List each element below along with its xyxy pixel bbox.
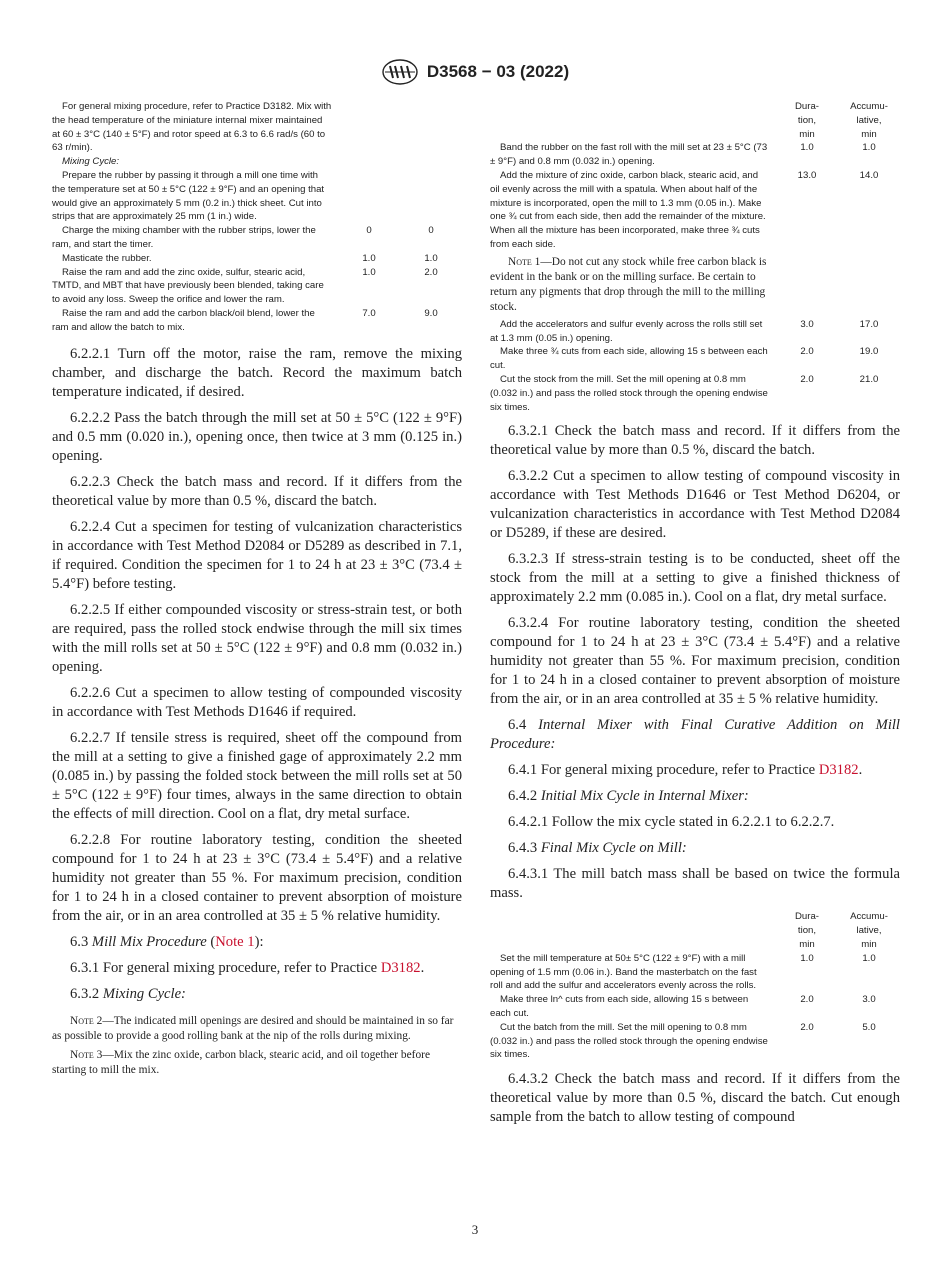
page-number: 3 xyxy=(471,1222,479,1237)
note-2: Note 2—The indicated mill openings are desired and should be maintained in so far as possible to provide a good rolling bank at the nip of the rolls during mixing. xyxy=(52,1014,454,1042)
table-row xyxy=(490,318,900,346)
table-cell-cum: 3.0 xyxy=(862,994,876,1006)
section-heading xyxy=(490,787,900,806)
left-column xyxy=(52,100,462,1082)
table-cell-dur: 2.0 xyxy=(800,1021,814,1033)
table-row xyxy=(52,169,462,224)
paragraph: 6.3.2.1 Check the batch mass and record. If it differs from the theoretical value by more than 0.5 %, discard the batch. xyxy=(490,423,900,459)
body-text-left xyxy=(52,345,462,1004)
table-cell-desc: Charge the mixing chamber with the rubber strips, lower the ram, and start the timer. xyxy=(52,225,316,250)
paragraph: 6.2.2.6 Cut a specimen to allow testing of compounded viscosity in accordance with Test Methods D1646 if required. xyxy=(52,684,462,720)
table-header-row xyxy=(490,100,900,141)
table-cell-cum: 5.0 xyxy=(862,1021,876,1033)
table-cell-dur: 3.0 xyxy=(800,318,814,330)
section-title: Mill Mix Procedure xyxy=(91,933,207,950)
table-row xyxy=(490,345,900,373)
paragraph: 6.3.2.4 For routine laboratory testing, condition the sheeted compound for 1 to 24 h at 23 ± 3°C (73.4 ± 5.4°F) and a relative humidity not greater than 55 %. For maximum precision, condition for 1 to 24 h in a closed container to prevent absorption of moisture from the air, or in an area controlled at 35 ± 5 % relative humidity. xyxy=(490,615,900,708)
table-cell-desc: Make three ln^ cuts from each side, allowing 15 s between each cut. xyxy=(490,994,749,1019)
table-row xyxy=(52,155,462,169)
header-duration: Dura- tion, min xyxy=(795,101,819,140)
d3182-link[interactable]: D3182 xyxy=(380,959,421,976)
d3182-link[interactable]: D3182 xyxy=(818,762,859,779)
final-mill-table xyxy=(490,910,900,1062)
table-cell-desc: Set the mill temperature at 50± 5°C (122 ± 9°F) with a mill opening of 1.5 mm (0.06 in.). Band the masterbatch on the fast roll and add the sulfur and accelerators evenly across the rolls. xyxy=(490,952,757,992)
table-row xyxy=(490,373,900,414)
document-id: D3568 − 03 (2022) xyxy=(426,62,570,81)
paragraph: 6.3.2.3 If stress-strain testing is to be conducted, sheet off the stock from the mill at a setting to give a finished thickness of approximately 2.2 mm (0.085 in.). Cool on a flat, dry metal surface. xyxy=(490,551,900,606)
table-cell-dur: 1.0 xyxy=(800,952,814,964)
section-heading xyxy=(490,716,900,754)
header-duration: Dura- tion, min xyxy=(795,911,819,950)
table-cell-dur xyxy=(338,100,400,155)
note-3: Note 3—Mix the zinc oxide, carbon black, stearic acid, and oil together before starting to mill the mix. xyxy=(52,1048,430,1076)
table-cell-desc: Cut the stock from the mill. Set the mill opening at 0.8 mm (0.032 in.) and pass the rolled stock through the opening endwise six times. xyxy=(490,373,768,413)
header-cumulative: Accumu- lative, min xyxy=(850,911,888,950)
section-title: Final Mix Cycle on Mill: xyxy=(540,840,687,857)
section-title: Mixing Cycle: xyxy=(102,985,186,1002)
table-cell-desc: For general mixing procedure, refer to Practice D3182. Mix with the head temperature of the miniature internal mixer maintained at 60 ± 3°C (140 ± 5°F) and rotor speed at 6.3 to 6.6 rad/s (60 to 63 r/min). xyxy=(52,101,332,154)
internal-mixer-table xyxy=(52,100,462,335)
table-note-row xyxy=(490,252,900,318)
table-cell-desc: Add the mixture of zinc oxide, carbon black, stearic acid, and oil evenly across the mill with a spatula. When about half of the mixture is incorporated, open the mill to 1.3 mm (0.05 in.). Make one ¾ cut from each side, then add the remainder of the mixture. When all the mixture has been incorporated, make three ¾ cuts from each side. xyxy=(490,169,766,250)
table-row xyxy=(490,1021,900,1062)
table-cell-desc: Band the rubber on the fast roll with the mill set at 23 ± 5°C (73 ± 9°F) and 0.8 mm (0.032 in.) opening. xyxy=(490,142,768,168)
header-cumulative: Accumu- lative, min xyxy=(850,101,888,140)
paragraph: 6.2.2.7 If tensile stress is required, sheet off the compound from the mill at a setting to give a finished gage of approximately 2.2 mm (0.085 in.) by passing the folded stock between the mill rolls set at 50 ± 5°C (122 ± 9°F) four times, always in the same direction to obtain the effects of mill direction. Cool on a flat, dry metal surface. xyxy=(52,729,462,822)
table-row xyxy=(52,266,462,307)
table-cell-cum: 2.0 xyxy=(424,266,438,278)
paragraph: 6.2.2.8 For routine laboratory testing, condition the sheeted compound for 1 to 24 h at 23 ± 3°C (73.4 ± 5.4°F) and a relative humidity not greater than 55 %. For maximum precision, condition for 1 to 24 h in a closed container to prevent absorption of moisture from the air, or in an area controlled at 35 ± 5 % relative humidity. xyxy=(52,831,462,924)
table-cell-cum xyxy=(400,155,462,169)
table-cell-cum: 17.0 xyxy=(859,318,879,330)
section-number: 6.4.2 xyxy=(508,788,538,805)
section-number: 6.4.3 xyxy=(508,840,538,857)
paragraph: 6.4.3.1 The mill batch mass shall be based on twice the formula mass. xyxy=(490,866,900,902)
note-1: Note 1—Do not cut any stock while free carbon black is evident in the bank or on the milling surface. Be certain to return any pigments that drop through the mill to the milling stock. xyxy=(490,255,767,313)
table-row xyxy=(490,952,900,993)
table-cell-cum: 1.0 xyxy=(424,252,438,264)
table-cell-desc: Cut the batch from the mill. Set the mill opening to 0.8 mm (0.032 in.) and pass the rolled stock through the opening endwise six times. xyxy=(490,1021,768,1061)
table-cell-desc: Prepare the rubber by passing it through a mill one time with the temperature set at 50 ± 5°C (122 ± 9°F) and an opening that would give an approximately 5 mm (0.2 in.) thick sheet. Cut into strips that are approximately 25 mm (1 in.) wide. xyxy=(52,169,325,223)
paragraph: 6.2.2.3 Check the batch mass and record. If it differs from the theoretical value by more than 0.5 %, discard the batch. xyxy=(52,473,462,509)
section-number: 6.4 xyxy=(508,717,527,734)
mill-mix-table xyxy=(490,100,900,414)
section-number: 6.3 xyxy=(70,933,89,950)
table-cell-dur: 7.0 xyxy=(362,307,376,319)
table-cell-dur: 2.0 xyxy=(800,346,814,358)
table-row xyxy=(52,307,462,335)
paragraph: 6.2.2.2 Pass the batch through the mill set at 50 ± 5°C (122 ± 9°F) and 0.5 mm (0.020 in.), opening once, then twice at 3 mm (0.125 in.) opening. xyxy=(52,409,462,464)
table-cell-desc: Masticate the rubber. xyxy=(62,252,152,264)
table-cell-dur: 13.0 xyxy=(797,169,817,181)
table-cell-cum: 1.0 xyxy=(862,952,876,964)
table-header-row xyxy=(490,910,900,951)
paragraph: 6.3.1 For general mixing procedure, refer to Practice D3182. xyxy=(70,959,425,976)
note-1-link[interactable]: Note 1 xyxy=(215,933,255,950)
paragraph: 6.4.3.2 Check the batch mass and record. If it differs from the theoretical value by more than 0.5 %, discard the batch. Cut enough sample from the batch to allow testing of compound xyxy=(490,1071,900,1126)
table-cell-cum: 9.0 xyxy=(424,307,438,319)
table-row xyxy=(52,100,462,155)
table-cell-dur: 1.0 xyxy=(362,252,376,264)
table-row xyxy=(52,224,462,252)
section-number: 6.3.2 xyxy=(70,985,100,1002)
table-cell-dur xyxy=(338,155,400,169)
section-heading: 6.3 Mill Mix Procedure (Note 1): xyxy=(70,933,264,950)
table-cell-desc: Add the accelerators and sulfur evenly across the rolls still set at 1.3 mm (0.05 in.) opening. xyxy=(490,318,763,344)
table-cell-cum: 0 xyxy=(428,225,434,237)
paragraph: 6.2.2.1 Turn off the motor, raise the ram, remove the mixing chamber, and discharge the batch. Record the maximum batch temperature indicated, if desired. xyxy=(52,345,462,400)
table-cell-cum xyxy=(400,100,462,155)
paragraph: 6.4.1 For general mixing procedure, refer to Practice D3182. xyxy=(508,762,863,779)
paragraph: 6.2.2.4 Cut a specimen for testing of vulcanization characteristics in accordance with Test Method D2084 or D5289 as described in 7.1, if required. Condition the specimen for 1 to 24 h at 23 ± 3°C (73.4 ± 5.4°F) before testing. xyxy=(52,518,462,592)
table-cell-cum: 1.0 xyxy=(862,142,876,154)
section-heading xyxy=(52,985,462,1004)
paragraph: 6.3.2.2 Cut a specimen to allow testing of compound viscosity in accordance with Test Methods D1646 or Test Method D6204, or vulcanization characteristics in accordance with Test Method D2084 or D5289, if these are desired. xyxy=(490,468,900,542)
paragraph: 6.4.2.1 Follow the mix cycle stated in 6.2.2.1 to 6.2.2.7. xyxy=(508,814,835,831)
table-cell-cum: 14.0 xyxy=(859,169,879,181)
table-cell-dur: 2.0 xyxy=(800,994,814,1006)
table-row xyxy=(52,252,462,266)
body-text-right xyxy=(490,422,900,903)
table-row xyxy=(490,993,900,1021)
table-cell-desc: Mixing Cycle: xyxy=(62,156,120,168)
astm-logo-icon xyxy=(381,58,419,86)
table-cell-dur xyxy=(338,169,400,224)
section-title: Internal Mixer with Final Curative Addition on Mill Procedure: xyxy=(490,717,900,753)
table-cell-desc: Raise the ram and add the zinc oxide, sulfur, stearic acid, TMTD, and MBT that have previously been blended, taking care to avoid any loss. Sweep the orifice and lower the ram. xyxy=(52,266,324,306)
table-cell-dur: 0 xyxy=(366,225,372,237)
body-text-right-end xyxy=(490,1070,900,1127)
right-column xyxy=(490,100,900,1134)
section-heading xyxy=(490,839,900,858)
section-title: Initial Mix Cycle in Internal Mixer: xyxy=(540,788,749,805)
table-cell-desc: Make three ¾ cuts from each side, allowing 15 s between each cut. xyxy=(490,346,768,372)
notes-block xyxy=(52,1014,462,1078)
table-cell-desc: Raise the ram and add the carbon black/oil blend, lower the ram and allow the batch to mix. xyxy=(52,307,315,333)
table-row xyxy=(490,169,900,252)
paragraph: 6.2.2.5 If either compounded viscosity or stress-strain test, or both are required, pass the rolled stock endwise through the mill six times with the mill rolls set at 50 ± 5°C (122 ± 9°F) and 0.8 mm (0.032 in.) opening. xyxy=(52,601,462,675)
page-header xyxy=(0,58,950,86)
table-cell-dur: 1.0 xyxy=(362,266,376,278)
table-cell-cum: 21.0 xyxy=(859,373,879,385)
table-cell-dur: 1.0 xyxy=(800,142,814,154)
table-cell-cum xyxy=(400,169,462,224)
table-cell-dur: 2.0 xyxy=(800,373,814,385)
table-cell-cum: 19.0 xyxy=(859,346,879,358)
table-row xyxy=(490,141,900,169)
